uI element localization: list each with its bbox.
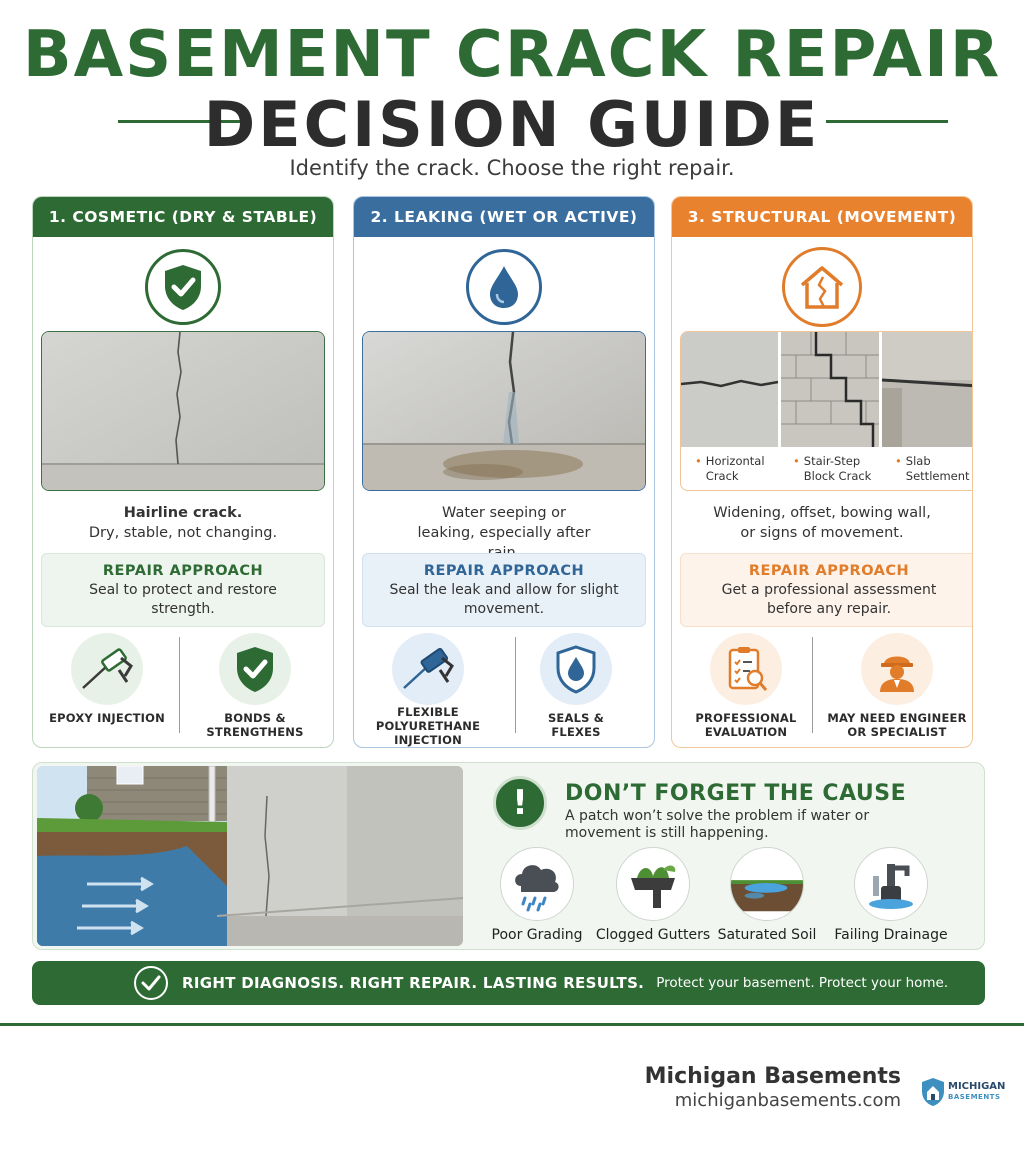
card-cosmetic xyxy=(32,196,334,748)
feature-divider xyxy=(179,637,180,733)
shield-logo-icon xyxy=(920,1076,946,1108)
feature-seals-flexes xyxy=(506,633,646,743)
water-drop-icon xyxy=(466,249,542,325)
shield-check-icon xyxy=(145,249,221,325)
cause-saturated-soil xyxy=(703,847,831,943)
crack-type-label: Slab Settlement xyxy=(905,454,970,483)
feature-bonds-strengthens xyxy=(185,633,325,743)
cause-label: Failing Drainage xyxy=(834,927,948,943)
rain-cloud-icon xyxy=(500,847,574,921)
feature-divider xyxy=(812,637,813,733)
banner-text: Protect your basement. Protect your home. xyxy=(656,975,949,991)
horizontal-crack-photo xyxy=(681,332,973,447)
desc-bold: Hairline crack. xyxy=(123,505,243,521)
feature-polyurethane-injection xyxy=(358,633,498,747)
exclamation-icon: ! xyxy=(493,776,547,830)
page-title-line-2: DECISION GUIDE xyxy=(203,88,821,161)
banner-headline: RIGHT DIAGNOSIS. RIGHT REPAIR. LASTING RESULTS. xyxy=(182,974,645,992)
repair-approach-title: REPAIR APPROACH xyxy=(748,563,910,579)
cause-poor-grading xyxy=(473,847,601,943)
crack-type-slab-settlement: • Slab Settlement xyxy=(895,454,973,484)
cause-clogged-gutters xyxy=(589,847,717,943)
crack-type-label: Stair-Step Block Crack xyxy=(803,454,872,483)
cause-label: Saturated Soil xyxy=(717,927,817,943)
card-structural-description: Widening, offset, bowing wall, or signs of movement. xyxy=(713,505,931,541)
card-structural xyxy=(671,196,973,748)
shield-drop-icon xyxy=(540,633,612,705)
brand-url[interactable]: michiganbasements.com xyxy=(674,1090,901,1111)
brand-name: Michigan Basements xyxy=(644,1064,901,1089)
repair-approach-box xyxy=(41,553,325,627)
feature-label: EPOXY INJECTION xyxy=(49,711,165,725)
sump-pump-icon xyxy=(854,847,928,921)
cause-title: DON’T FORGET THE CAUSE xyxy=(565,781,907,806)
cause-failing-drainage xyxy=(827,847,955,943)
repair-approach-box xyxy=(362,553,646,627)
page-title-line-1: BASEMENT CRACK REPAIR xyxy=(22,18,1002,92)
engineer-hardhat-icon xyxy=(861,633,933,705)
caulk-gun-icon xyxy=(71,633,143,705)
crack-type-horizontal: • Horizontal Crack xyxy=(695,454,770,484)
feature-label: MAY NEED ENGINEER OR SPECIALIST xyxy=(827,711,967,739)
feature-engineer-specialist xyxy=(822,633,972,743)
bottom-banner xyxy=(32,961,985,1005)
leaking-crack-photo xyxy=(362,331,646,491)
card-leaking-heading: 2. LEAKING (WET OR ACTIVE) xyxy=(354,197,654,237)
title-rule-right xyxy=(826,120,948,123)
feature-label: PROFESSIONAL EVALUATION xyxy=(695,711,797,739)
card-cosmetic-heading: 1. COSMETIC (DRY & STABLE) xyxy=(33,197,333,237)
card-leaking-description: Water seeping or leaking, especially after xyxy=(417,505,591,541)
repair-approach-title: REPAIR APPROACH xyxy=(423,563,585,579)
logo-text-basements: BASEMENTS xyxy=(948,1093,1001,1101)
check-circle-icon xyxy=(134,966,168,1000)
feature-epoxy-injection xyxy=(37,633,177,743)
repair-approach-box xyxy=(680,553,973,627)
page-subtitle: Identify the crack. Choose the right repair. xyxy=(289,156,735,180)
wet-soil-icon xyxy=(730,847,804,921)
company-logo xyxy=(920,1076,1010,1110)
cause-label: Clogged Gutters xyxy=(595,927,711,943)
shield-check-icon xyxy=(219,633,291,705)
desc-rest: Dry, stable, not changing. xyxy=(88,525,278,541)
repair-approach-title: REPAIR APPROACH xyxy=(102,563,264,579)
hairline-crack-photo xyxy=(41,331,325,491)
repair-approach-text: Seal the leak and allow for slight movement. xyxy=(389,582,619,617)
cause-panel xyxy=(32,762,985,950)
logo-text-michigan: MICHIGAN xyxy=(948,1081,1006,1092)
structural-crack-photos xyxy=(680,331,973,491)
feature-label: SEALS & FLEXES xyxy=(547,711,605,739)
crack-type-stair-step: • Stair-Step Block Crack xyxy=(793,454,884,484)
clipboard-magnifier-icon xyxy=(710,633,782,705)
cause-text: A patch won’t solve the problem if water or movement is still happening. xyxy=(565,808,870,841)
crack-type-label: Horizontal Crack xyxy=(705,454,765,483)
footer-rule xyxy=(0,1023,1024,1026)
caulk-gun-icon xyxy=(392,633,464,705)
card-structural-heading: 3. STRUCTURAL (MOVEMENT) xyxy=(672,197,972,237)
card-leaking xyxy=(353,196,655,748)
feature-label: FLEXIBLE POLYURETHANE INJECTION xyxy=(375,705,481,747)
repair-approach-text: Seal to protect and restore strength. xyxy=(89,582,277,617)
feature-label: BONDS & STRENGTHENS xyxy=(206,711,304,739)
card-cosmetic-description xyxy=(33,503,333,543)
repair-approach-text: Get a professional assessment before any repair. xyxy=(721,582,937,617)
cracked-house-icon xyxy=(782,247,862,327)
feature-professional-evaluation xyxy=(676,633,816,743)
gutter-leaves-icon xyxy=(616,847,690,921)
foundation-cross-section-illustration xyxy=(37,766,463,946)
cause-label: Poor Grading xyxy=(491,927,583,943)
